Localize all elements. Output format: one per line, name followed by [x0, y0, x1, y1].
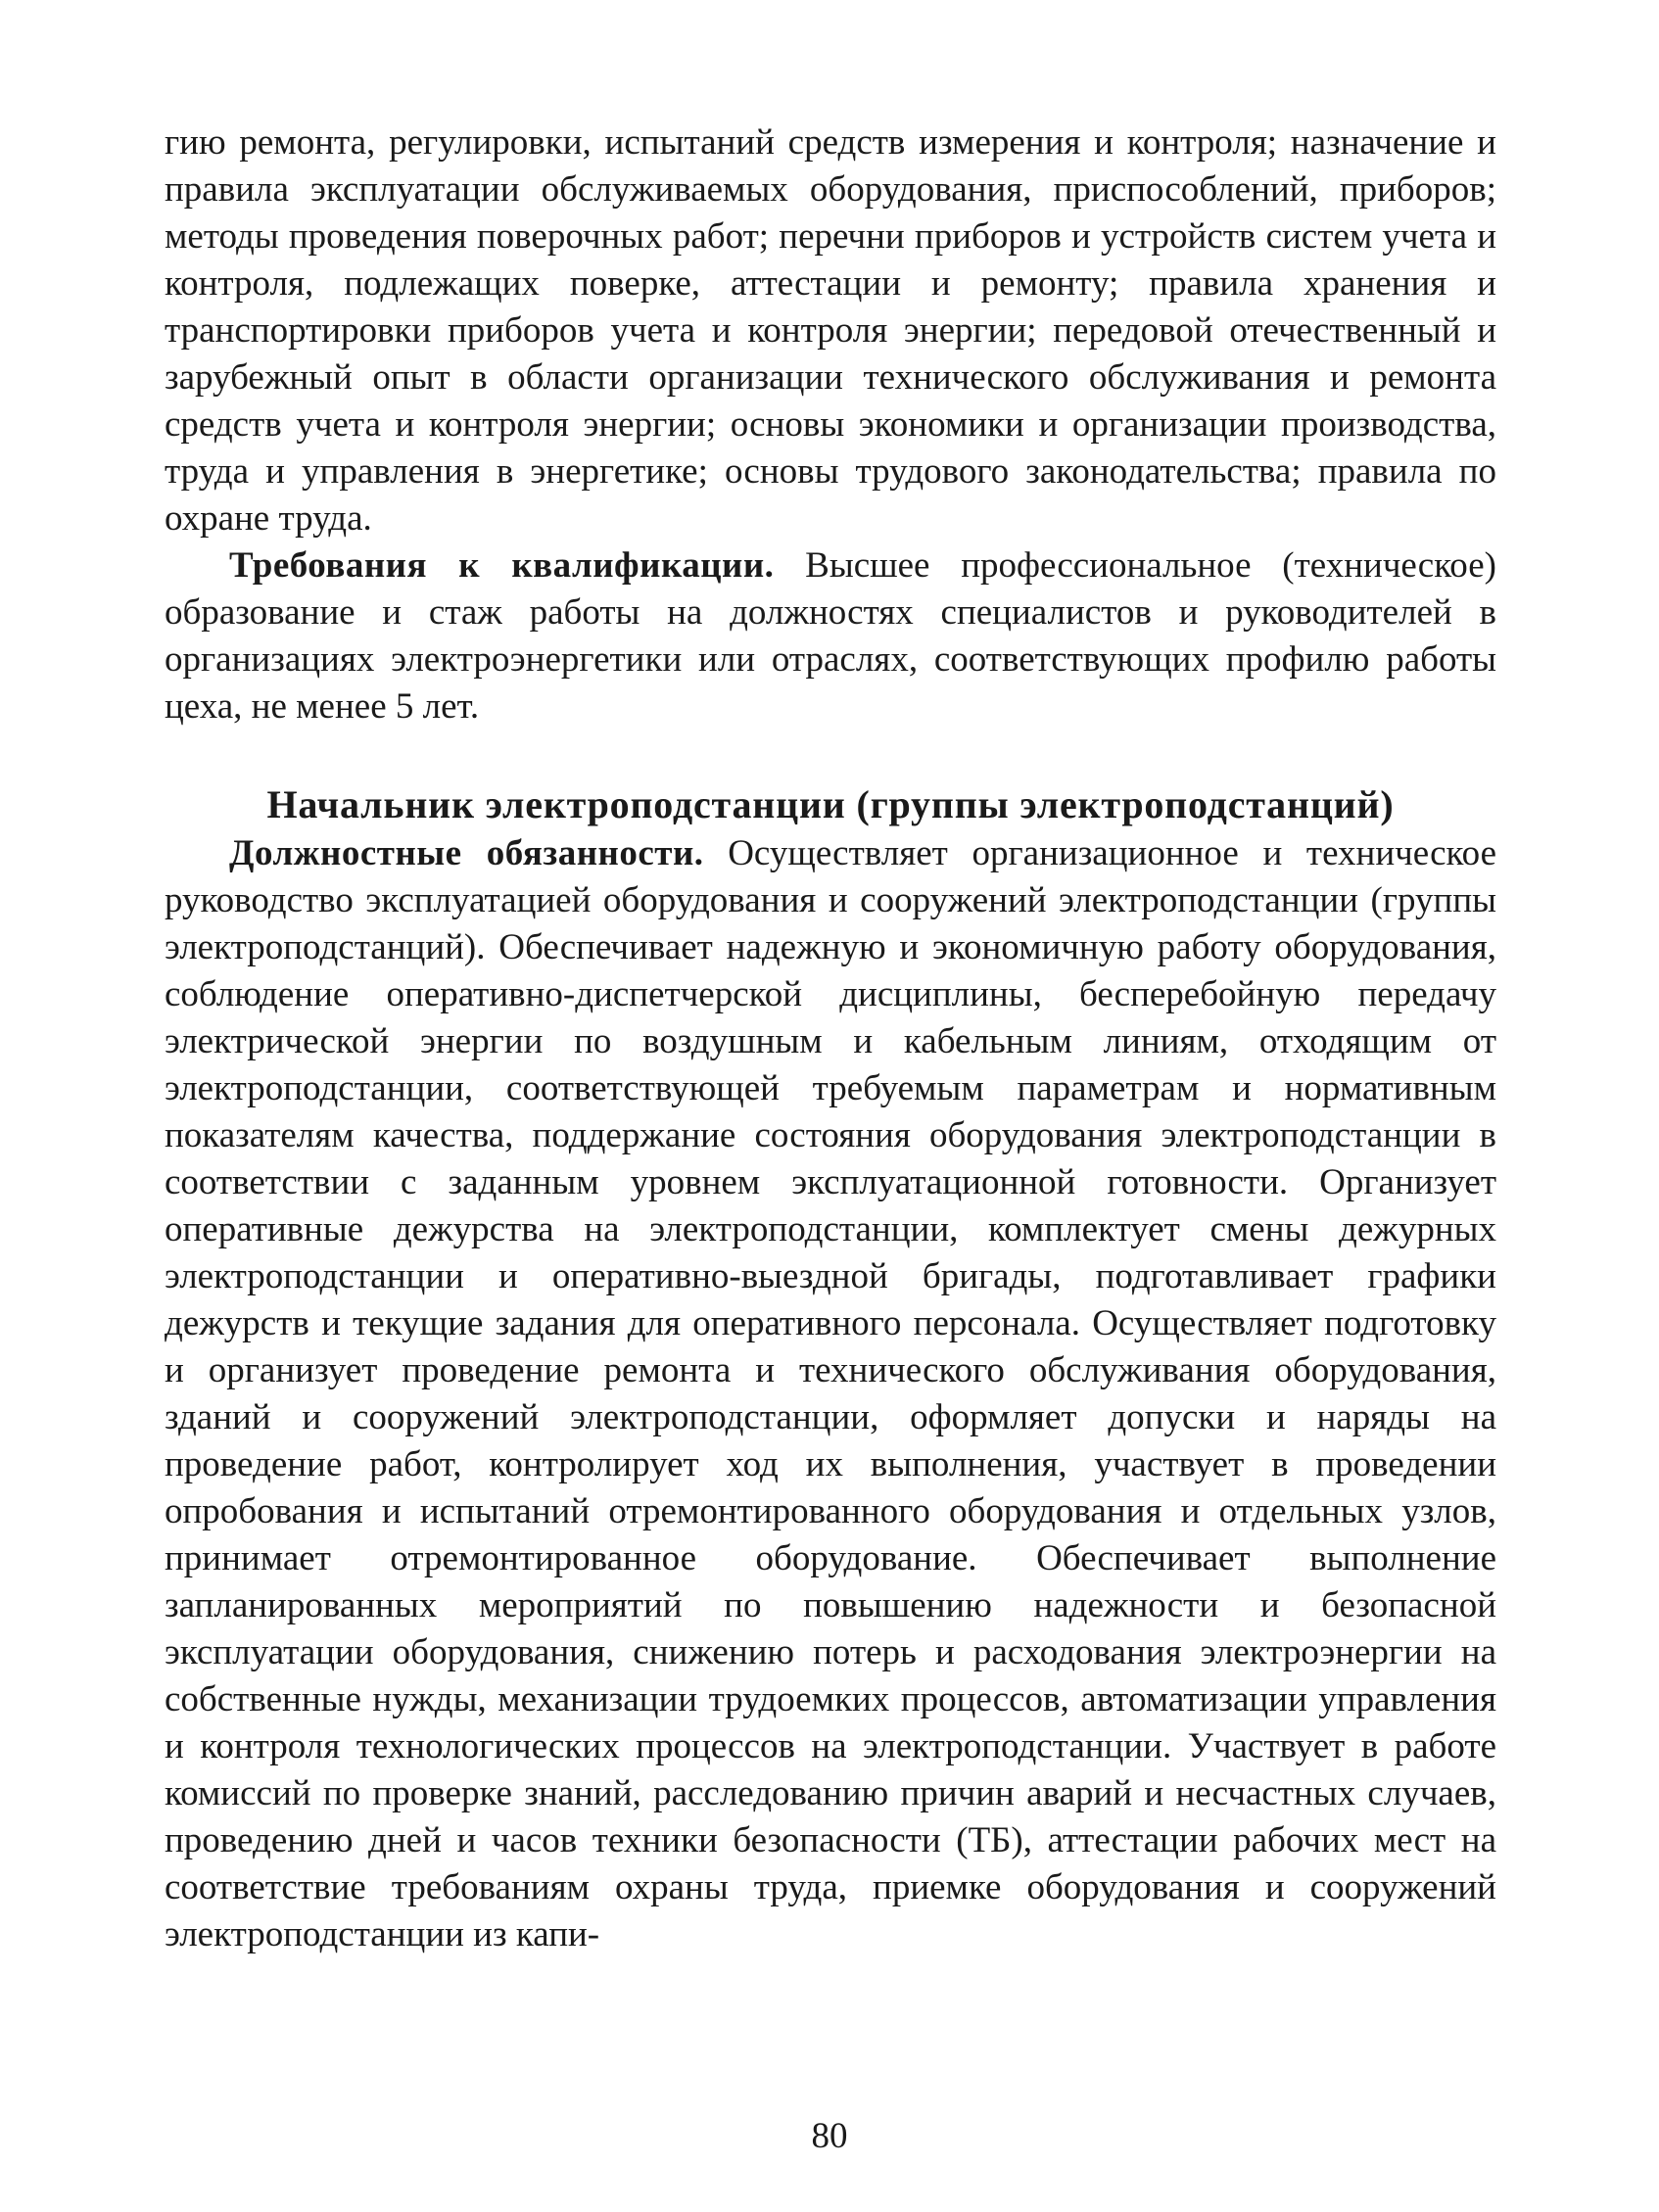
- duties-paragraph: [165, 830, 1496, 1958]
- duties-lead: Должностные обязанности.: [229, 833, 704, 873]
- qualification-lead: Требования к квалификации.: [229, 545, 775, 586]
- continuation-paragraph: гию ремонта, регулировки, испытаний средств измерения и контроля; назначение и правила эксплуатации обслуживаемых оборудования, приспособлений, приборов; методы проведения поверочных работ; перечни приборов и устройств систем учета и контроля, подлежащих поверке, аттестации и ремонту; правила хранения и транспортировки приборов учета и контроля энергии; передовой отечественный и зарубежный опыт в области организации технического обслуживания и ремонта средств учета и контроля энергии; основы экономики и организации производства, труда и управления в энергетике; основы трудового законодательства; правила по охране труда.: [165, 122, 1496, 539]
- page-body: [165, 119, 1496, 1958]
- section-heading: Начальник электроподстанции (группы электроподстанций): [266, 782, 1395, 826]
- qualification-text: Высшее профессиональное (техническое) образование и стаж работы на должностях специалистов и руководителей в организациях электроэнергетики или отраслях, соответствующих профилю работы цеха, не менее 5 лет.: [165, 545, 1496, 727]
- duties-text: Осуществляет организационное и техническое руководство эксплуатацией оборудования и сооружений электроподстанции (группы электроподстанций). Обеспечивает надежную и экономичную работу оборудования, соблюдение оперативно-диспетчерской дисциплины, бесперебойную передачу электрической энергии по воздушным и кабельным линиям, отходящим от электроподстанции, соответствующей требуемым параметрам и нормативным показателям качества, поддержание состояния оборудования электроподстанции в соответствии с заданным уровнем эксплуатационной готовности. Организует оперативные дежурства на электроподстанции, комплектует смены дежурных электроподстанции и оперативно-выездной бригады, подготавливает графики дежурств и текущие задания для оперативного персонала. Осуществляет подготовку и организует проведение ремонта и технического обслуживания оборудования, зданий и сооружений электроподстанции, оформляет допуски и наряды на проведение работ, контролирует ход их выполнения, участвует в проведении опробования и испытаний отремонтированного оборудования и отдельных узлов, принимает отремонтированное оборудование. Обеспечивает выполнение запланированных мероприятий по повышению надежности и безопасной эксплуатации оборудования, снижению потерь и расходования электроэнергии на собственные нужды, механизации трудоемких процессов, автоматизации управления и контроля технологических процессов на электроподстанции. Участвует в работе комиссий по проверке знаний, расследованию причин аварий и несчастных случаев, проведению дней и часов техники безопасности (ТБ), аттестации рабочих мест на соответствие требованиям охраны труда, приемке оборудования и сооружений электроподстанции из капи-: [165, 833, 1496, 1954]
- qualification-paragraph: [165, 542, 1496, 730]
- page-number: 80: [811, 2116, 848, 2156]
